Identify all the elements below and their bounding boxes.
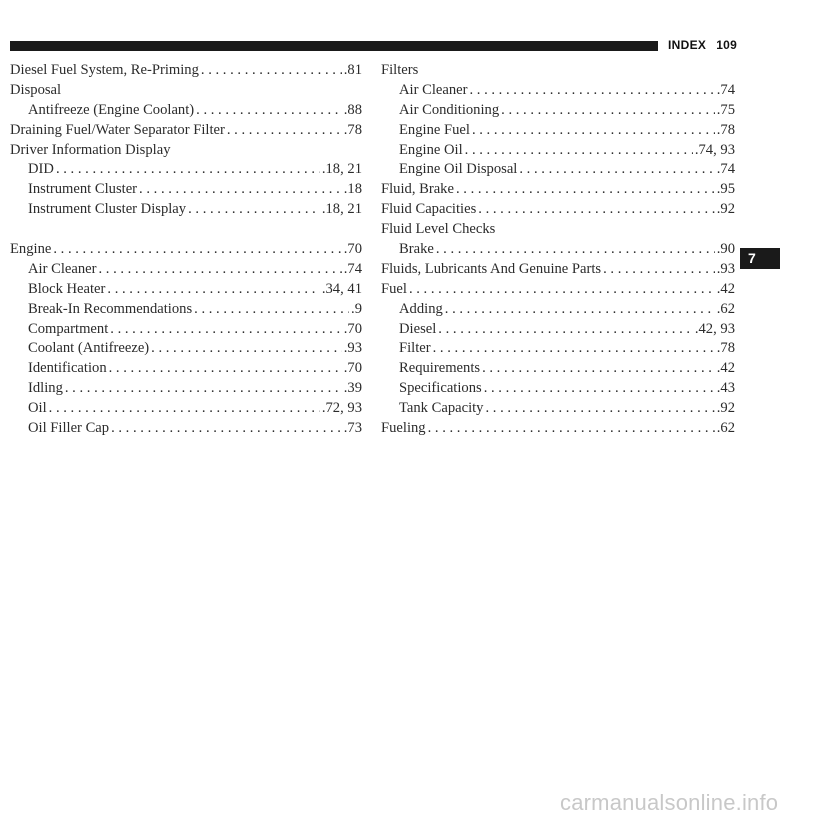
dot-leader xyxy=(98,260,341,280)
index-page-ref[interactable]: .75 xyxy=(716,101,735,118)
index-entry xyxy=(10,141,362,161)
index-page-ref[interactable]: .9 xyxy=(351,300,362,317)
index-entry-label: Engine Fuel xyxy=(399,121,470,138)
dot-leader xyxy=(139,180,342,200)
dot-leader xyxy=(456,180,715,200)
dot-leader xyxy=(485,399,714,419)
index-entry-label: Fluid, Brake xyxy=(381,181,454,198)
index-page-ref[interactable]: .18, 21 xyxy=(321,161,362,178)
running-header xyxy=(668,38,737,52)
dot-leader xyxy=(484,379,715,399)
index-subentry xyxy=(381,399,735,419)
dot-leader xyxy=(603,260,715,280)
dot-leader xyxy=(433,339,715,359)
index-entry-label: Fuel xyxy=(381,280,407,297)
index-entry-label: Engine xyxy=(10,241,52,258)
index-subentry xyxy=(10,399,362,419)
dot-leader xyxy=(56,160,320,180)
index-page-ref[interactable]: .78 xyxy=(716,121,735,138)
header-page-number: 109 xyxy=(716,38,738,52)
index-subentry xyxy=(10,160,362,180)
index-entry xyxy=(10,81,362,101)
index-entry xyxy=(381,220,735,240)
index-entry-label: Fueling xyxy=(381,420,426,437)
index-page-ref[interactable]: .92 xyxy=(716,201,735,218)
header-rule xyxy=(10,41,658,51)
index-subentry xyxy=(381,160,735,180)
dot-leader xyxy=(65,379,342,399)
index-entry-label: Instrument Cluster xyxy=(28,181,138,198)
index-subentry xyxy=(381,101,735,121)
index-entry-label: Diesel xyxy=(399,320,437,337)
index-subentry xyxy=(10,200,362,220)
dot-leader xyxy=(482,359,715,379)
index-page-ref[interactable]: .18, 21 xyxy=(321,201,362,218)
index-subentry xyxy=(381,339,735,359)
dot-leader xyxy=(501,101,715,121)
index-entry xyxy=(10,61,362,81)
index-entry-label: Adding xyxy=(399,300,443,317)
dot-leader xyxy=(111,419,342,439)
index-page-ref[interactable]: .42, 93 xyxy=(694,320,735,337)
index-entry xyxy=(381,61,735,81)
index-entry-label: Fluids, Lubricants And Genuine Parts xyxy=(381,260,602,277)
dot-leader xyxy=(53,240,341,260)
index-page-ref[interactable]: .93 xyxy=(716,260,735,277)
index-entry-label: Engine Oil xyxy=(399,141,463,158)
dot-leader xyxy=(436,240,715,260)
dot-leader xyxy=(472,121,715,141)
index-entry-label: Tank Capacity xyxy=(399,400,484,417)
index-page-ref[interactable]: .72, 93 xyxy=(321,400,362,417)
index-page-ref[interactable]: .42 xyxy=(716,360,735,377)
index-page-ref[interactable]: .62 xyxy=(716,420,735,437)
index-entry-label: Break-In Recommendations xyxy=(28,300,193,317)
index-spacer xyxy=(10,220,362,240)
chapter-tab[interactable]: 7 xyxy=(740,248,780,269)
dot-leader xyxy=(445,300,715,320)
index-page-ref[interactable]: .62 xyxy=(716,300,735,317)
index-entry-label: Filters xyxy=(381,62,419,78)
index-entry-label: Disposal xyxy=(10,81,62,98)
dot-leader xyxy=(465,141,693,161)
index-page-ref[interactable]: .78 xyxy=(343,121,362,138)
index-entry-label: Block Heater xyxy=(28,280,106,297)
dot-leader xyxy=(478,200,714,220)
dot-leader xyxy=(409,280,715,300)
index-entry-label: Instrument Cluster Display xyxy=(28,201,187,218)
dot-leader xyxy=(109,359,342,379)
index-entry xyxy=(10,121,362,141)
index-page-ref[interactable]: .78 xyxy=(716,340,735,357)
index-subentry xyxy=(381,320,735,340)
index-page-ref[interactable]: .18 xyxy=(343,181,362,198)
index-subentry xyxy=(10,419,362,439)
index-page-ref[interactable]: .95 xyxy=(716,181,735,198)
index-subentry xyxy=(381,359,735,379)
index-subentry xyxy=(10,260,362,280)
index-page-ref[interactable]: .34, 41 xyxy=(321,280,362,297)
index-subentry xyxy=(10,101,362,121)
dot-leader xyxy=(201,61,342,81)
dot-leader xyxy=(227,121,342,141)
index-entry xyxy=(10,240,362,260)
index-entry-label: Brake xyxy=(399,241,434,258)
index-page-ref[interactable]: .39 xyxy=(343,380,362,397)
index-subentry xyxy=(10,339,362,359)
index-page-ref[interactable]: .81 xyxy=(343,62,362,78)
index-page-ref[interactable]: .43 xyxy=(716,380,735,397)
index-page-ref[interactable]: .70 xyxy=(343,360,362,377)
watermark: carmanualsonline.info xyxy=(560,790,779,815)
index-entry xyxy=(381,200,735,220)
index-entry-label: Antifreeze (Engine Coolant) xyxy=(28,101,195,118)
index-page-ref[interactable]: .74 xyxy=(343,260,362,277)
dot-leader xyxy=(438,320,693,340)
index-page-ref[interactable]: .90 xyxy=(716,241,735,258)
index-page-ref[interactable]: .93 xyxy=(343,340,362,357)
index-subentry xyxy=(381,81,735,101)
index-entry-label: Compartment xyxy=(28,320,109,337)
index-entry-label: Fluid Capacities xyxy=(381,201,477,218)
index-page-ref[interactable]: .74 xyxy=(716,161,735,178)
index-page-ref[interactable]: .70 xyxy=(343,320,362,337)
index-subentry xyxy=(381,141,735,161)
index-entry-label: Oil xyxy=(28,400,47,417)
index-entry-label: Identification xyxy=(28,360,107,377)
index-page-ref[interactable]: .92 xyxy=(716,400,735,417)
dot-leader xyxy=(107,280,319,300)
index-column-right xyxy=(381,61,735,439)
index-entry xyxy=(381,180,735,200)
index-subentry xyxy=(10,280,362,300)
index-entry xyxy=(381,419,735,439)
index-entry-label: DID xyxy=(28,161,54,178)
index-entry-label: Air Conditioning xyxy=(399,101,500,118)
index-entry-label: Engine Oil Disposal xyxy=(399,161,518,178)
index-page-ref[interactable]: .74 xyxy=(716,81,735,98)
index-page-ref[interactable]: .74, 93 xyxy=(694,141,735,158)
index-subentry xyxy=(381,300,735,320)
index-entry-label: Draining Fuel/Water Separator Filter xyxy=(10,121,225,138)
index-subentry xyxy=(381,121,735,141)
index-page-ref[interactable]: .73 xyxy=(343,420,362,437)
index-page-ref[interactable]: .88 xyxy=(343,101,362,118)
index-subentry xyxy=(381,379,735,399)
dot-leader xyxy=(196,101,342,121)
dot-leader xyxy=(110,320,341,340)
index-entry-label: Driver Information Display xyxy=(10,141,171,158)
index-subentry xyxy=(10,379,362,399)
dot-leader xyxy=(188,200,320,220)
index-entry-label: Coolant (Antifreeze) xyxy=(28,340,150,357)
index-entry-label: Air Cleaner xyxy=(399,81,468,98)
dot-leader xyxy=(49,399,320,419)
index-entry-label: Oil Filler Cap xyxy=(28,420,110,437)
index-entry-label: Idling xyxy=(28,380,63,397)
index-subentry xyxy=(10,300,362,320)
index-entry-label: Diesel Fuel System, Re-Priming xyxy=(10,62,199,78)
dot-leader xyxy=(151,339,342,359)
index-page-ref[interactable]: .42 xyxy=(716,280,735,297)
index-subentry xyxy=(10,359,362,379)
index-subentry xyxy=(10,320,362,340)
index-subentry xyxy=(381,240,735,260)
index-subentry xyxy=(10,180,362,200)
index-column-left xyxy=(10,61,362,439)
index-entry xyxy=(381,280,735,300)
index-entry-label: Filter xyxy=(399,340,431,357)
index-page-ref[interactable]: .70 xyxy=(343,241,362,258)
header-title: INDEX xyxy=(668,38,707,52)
dot-leader xyxy=(469,81,714,101)
index-entry xyxy=(381,260,735,280)
dot-leader xyxy=(428,419,715,439)
dot-leader xyxy=(519,160,714,180)
index-entry-label: Specifications xyxy=(399,380,482,397)
index-entry-label: Air Cleaner xyxy=(28,260,97,277)
dot-leader xyxy=(194,300,349,320)
index-entry-label: Fluid Level Checks xyxy=(381,221,496,238)
index-entry-label: Requirements xyxy=(399,360,481,377)
